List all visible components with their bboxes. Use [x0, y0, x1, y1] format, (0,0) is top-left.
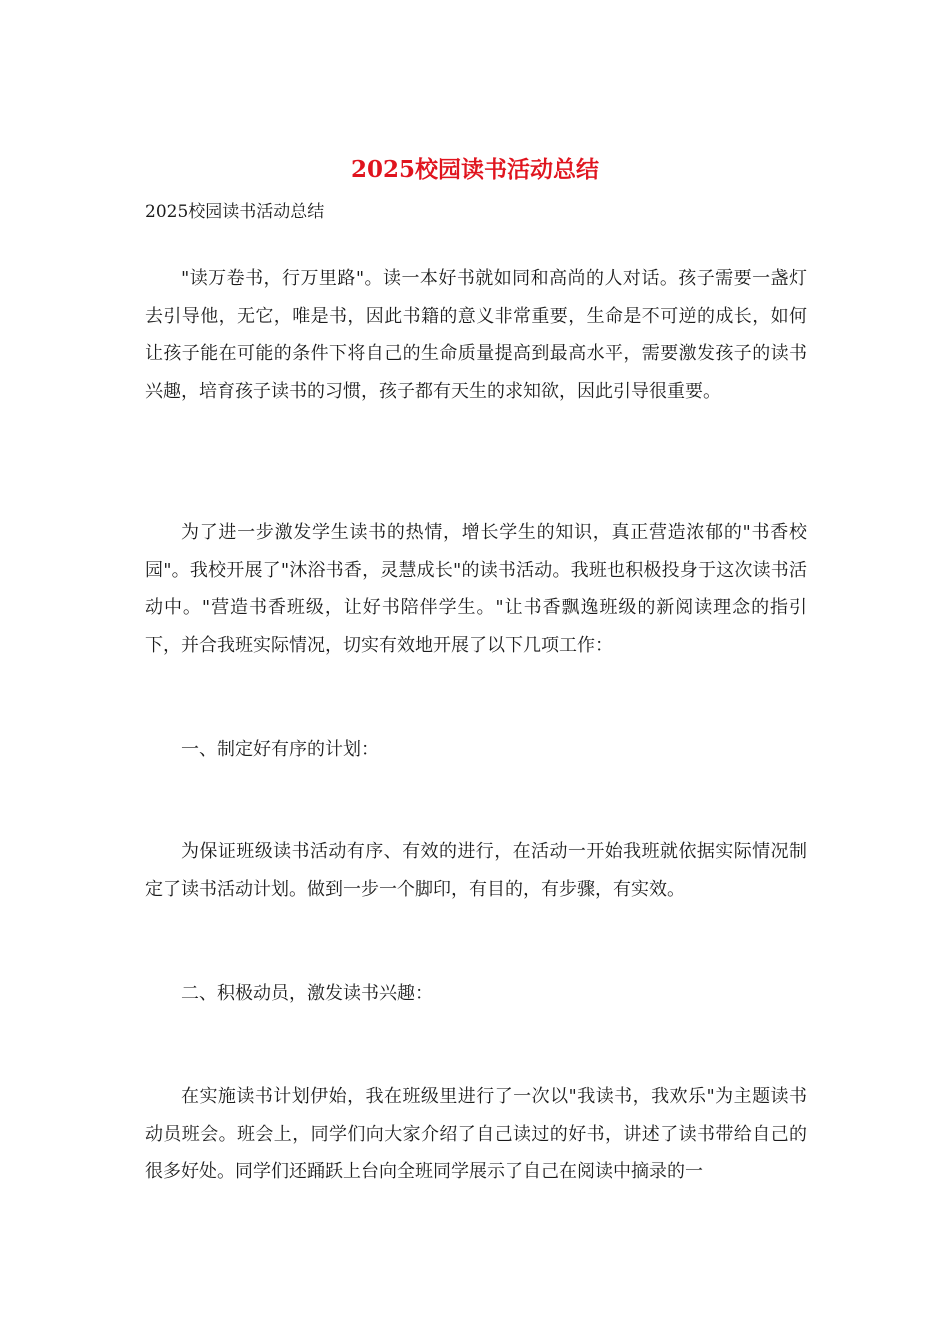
paragraph-activity: 为了进一步激发学生读书的热情，增长学生的知识，真正营造浓郁的"书香校园"。我校开展了"沐浴书香，灵慧成长"的读书活动。我班也积极投身于这次读书活动中。"营造书香班级，让好书陪伴学生。"让书香飘逸班级的新阅读理念的指引下，并合我班实际情况，切实有效地开展了以下几项工作： — [145, 522, 807, 656]
section-heading-plan: 一、制定好有序的计划： — [181, 739, 379, 760]
document-subtitle: 2025校园读书活动总结 — [145, 202, 325, 222]
section-heading-mobilize: 二、积极动员，激发读书兴趣： — [181, 983, 433, 1004]
paragraph-mobilize: 在实施读书计划伊始，我在班级里进行了一次以"我读书，我欢乐"为主题读书动员班会。班会上，同学们向大家介绍了自己读过的好书，讲述了读书带给自己的很多好处。同学们还踊跃上台向全班同学展示了自己在阅读中摘录的一 — [145, 1086, 807, 1182]
paragraph-intro: "读万卷书，行万里路"。读一本好书就如同和高尚的人对话。孩子需要一盏灯去引导他，无它，唯是书，因此书籍的意义非常重要，生命是不可逆的成长，如何让孩子能在可能的条件下将自己的生命质量提高到最高水平，需要激发孩子的读书兴趣，培育孩子读书的习惯，孩子都有天生的求知欲，因此引导很重要。 — [145, 268, 807, 402]
document-title: 2025校园读书活动总结 — [350, 156, 599, 183]
paragraph-plan: 为保证班级读书活动有序、有效的进行，在活动一开始我班就依据实际情况制定了读书活动计划。做到一步一个脚印，有目的，有步骤，有实效。 — [145, 841, 807, 900]
